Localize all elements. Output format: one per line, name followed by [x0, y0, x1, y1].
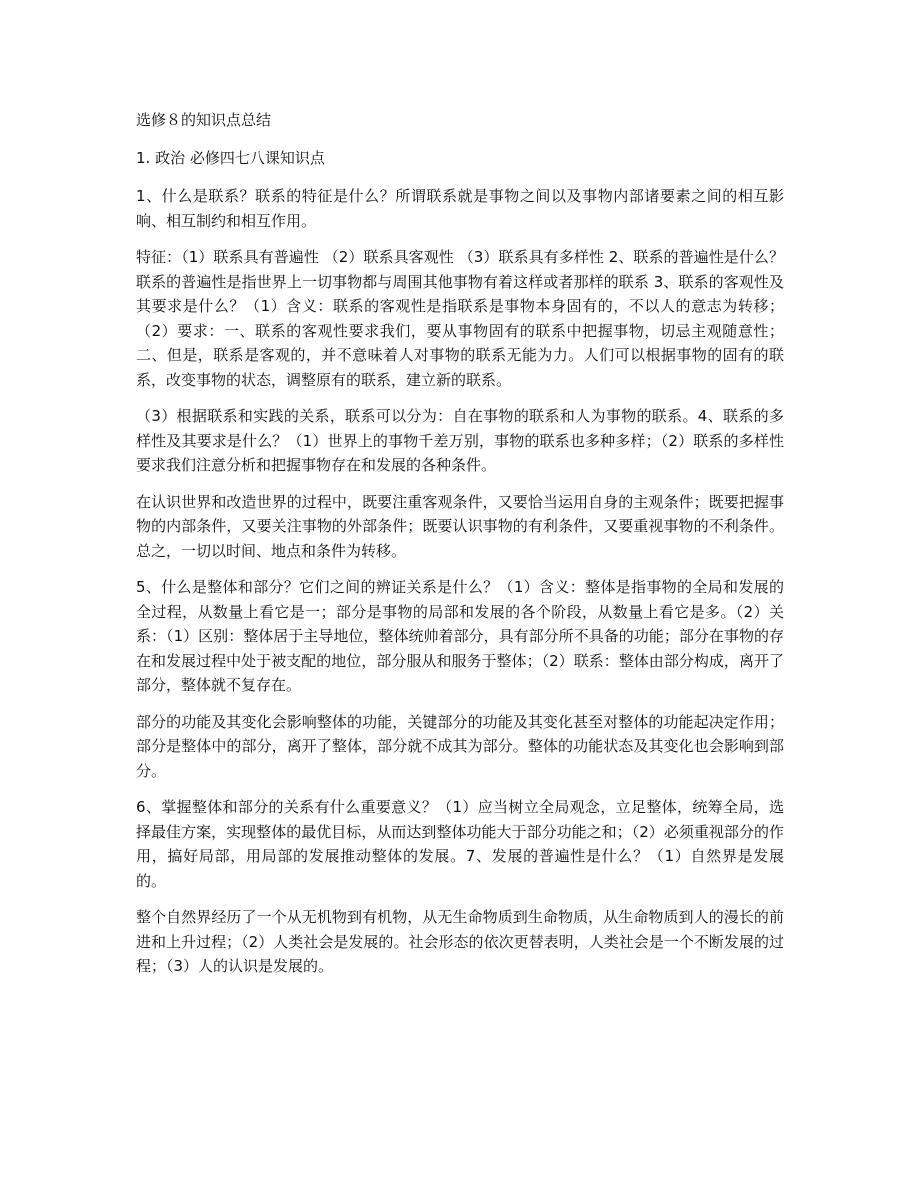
section-heading: 1. 政治 必修四七八课知识点 — [136, 149, 325, 167]
document-title: 选修８的知识点总结 — [136, 111, 272, 129]
paragraph-6: 部分的功能及其变化会影响整体的功能，关键部分的功能及其变化甚至对整体的功能起决定作用；部分是整体中的部分，离开了整体，部分就不成其为部分。整体的功能状态及其变化也会影响到部分。 — [136, 712, 784, 780]
paragraph-8: 整个自然界经历了一个从无机物到有机物，从无生命物质到生命物质，从生命物质到人的漫长的前进和上升过程；（2）人类社会是发展的。社会形态的依次更替表明，人类社会是一个不断发展的过程；（3）人的认识是发展的。 — [136, 908, 784, 975]
paragraph-1: 1、什么是联系？联系的特征是什么？所谓联系就是事物之间以及事物内部诸要素之间的相互影响、相互制约和相互作用。 — [136, 187, 784, 230]
document-body — [136, 108, 784, 991]
paragraph-2: 特征：（1）联系具有普遍性 （2）联系具客观性 （3）联系具有多样性 2、联系的普遍性是什么？联系的普遍性是指世界上一切事物都与周围其他事物有着这样或者那样的联系 3、联系的客观性及其要求是什么？（1）含义：联系的客观性是指联系是事物本身固有的，不以人的意志为转移；（2）要求：一、联系的客观性要求我们，要从事物固有的联系中把握事物，切忌主观随意性；二、但是，联系是客观的，并不意味着人对事物的联系无能为力。人们可以根据事物的固有的联系，改变事物的状态，调整原有的联系，建立新的联系。 — [136, 248, 784, 389]
paragraph-7: 6、掌握整体和部分的关系有什么重要意义？（1）应当树立全局观念，立足整体，统筹全局，选择最佳方案，实现整体的最优目标，从而达到整体功能大于部分功能之和；（2）必须重视部分的作用，搞好局部，用局部的发展推动整体的发展。7、发展的普遍性是什么？（1）自然界是发展的。 — [136, 798, 784, 890]
paragraph-3: （3）根据联系和实践的关系，联系可以分为：自在事物的联系和人为事物的联系。4、联系的多样性及其要求是什么？（1）世界上的事物千差万别，事物的联系也多种多样；（2）联系的多样性要求我们注意分析和把握事物存在和发展的各种条件。 — [136, 407, 784, 474]
paragraph-5: 5、什么是整体和部分？它们之间的辨证关系是什么？（1）含义：整体是指事物的全局和发展的全过程，从数量上看它是一；部分是事物的局部和发展的各个阶段，从数量上看它是多。（2）关系：（1）区别：整体居于主导地位，整体统帅着部分，具有部分所不具备的功能；部分在事物的存在和发展过程中处于被支配的地位，部分服从和服务于整体；（2）联系：整体由部分构成，离开了部分，整体就不复存在。 — [136, 578, 784, 694]
paragraph-4: 在认识世界和改造世界的过程中，既要注重客观条件，又要恰当运用自身的主观条件；既要把握事物的内部条件，又要关注事物的外部条件；既要认识事物的有利条件，又要重视事物的不利条件。总之，一切以时间、地点和条件为转移。 — [136, 492, 784, 560]
